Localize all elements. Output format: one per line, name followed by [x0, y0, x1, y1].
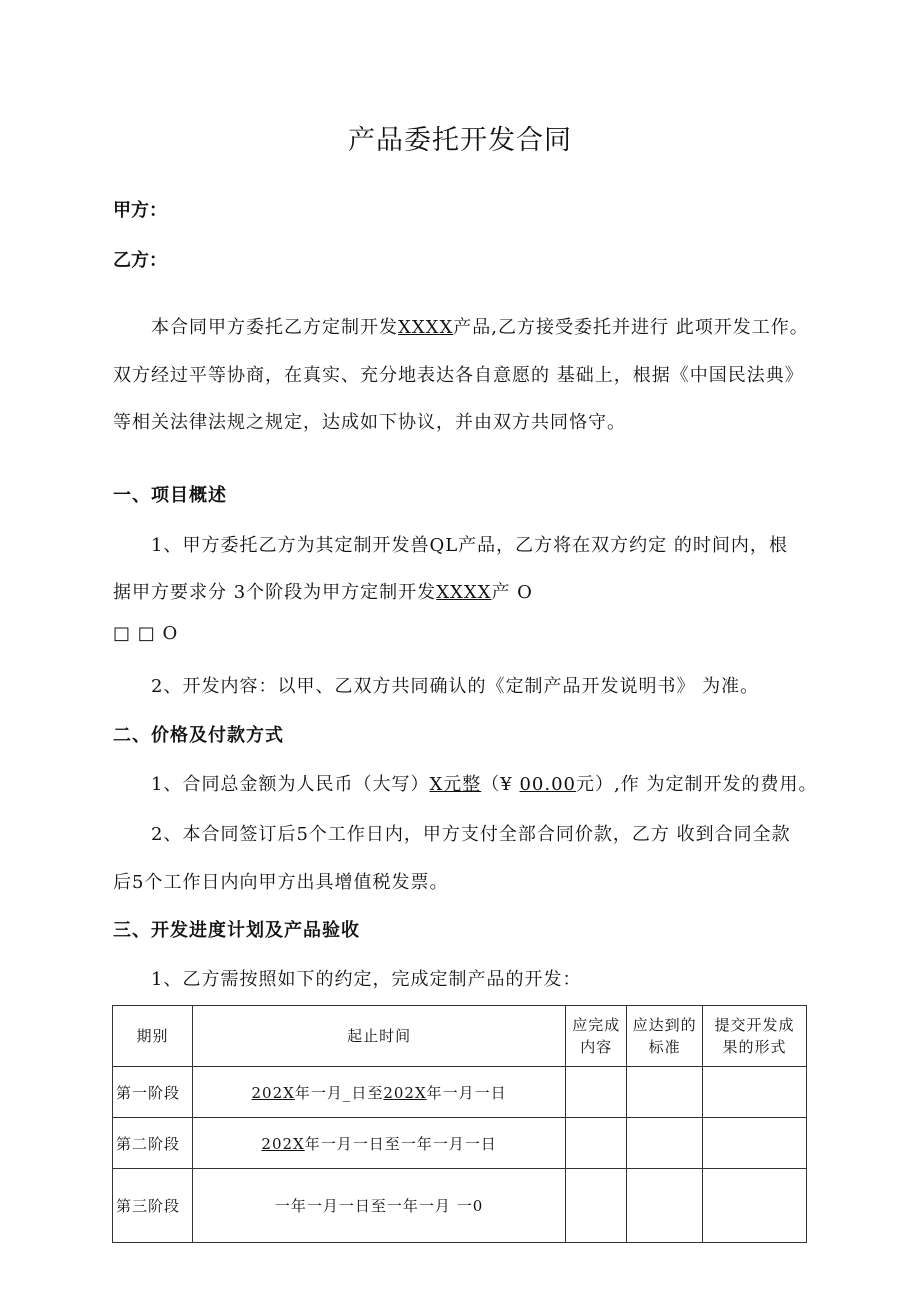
period-text: 年一月_日至: [294, 1083, 384, 1102]
period-text: 年一月一日: [426, 1083, 507, 1102]
section-2-text: 1、合同总金额为人民币（大写）: [151, 774, 430, 795]
header-standard: 应达到的标准: [627, 1006, 703, 1067]
phase-cell: 第三阶段: [113, 1169, 193, 1243]
section-1-p2: 2、开发内容：以甲、乙双方共同确认的《定制产品开发说明书》 为准。: [151, 676, 760, 697]
year-placeholder: 202X: [383, 1083, 427, 1102]
header-period: 起止时间: [192, 1006, 565, 1067]
product-placeholder: XXXX: [436, 582, 492, 603]
section-2-heading: 二、价格及付款方式: [113, 725, 284, 746]
intro-text: 产品,乙方接受委托并进行 此项开发工作。: [453, 317, 809, 338]
party-b-label: 乙方：: [113, 250, 167, 271]
period-text: 年一月一日至一年一月一日: [304, 1134, 497, 1153]
table-row: [113, 1169, 807, 1243]
section-1-heading: 一、项目概述: [113, 485, 227, 506]
period-cell: [192, 1067, 565, 1118]
header-content: 应完成内容: [566, 1006, 627, 1067]
deliverable-cell[interactable]: [703, 1067, 807, 1118]
section-3-p1: 1、乙方需按照如下的约定，完成定制产品的开发：: [151, 969, 582, 990]
product-placeholder: XXXX: [398, 317, 454, 338]
content-cell[interactable]: [566, 1067, 627, 1118]
standard-cell[interactable]: [627, 1118, 703, 1169]
deliverable-cell[interactable]: [703, 1169, 807, 1243]
table-row: [113, 1067, 807, 1118]
section-1-text: 据甲方要求分 3个阶段为甲方定制开发: [113, 582, 437, 603]
header-deliverable: 提交开发成果的形式: [703, 1006, 807, 1067]
standard-cell[interactable]: [627, 1169, 703, 1243]
section-3-heading: 三、开发进度计划及产品验收: [113, 920, 360, 941]
section-2-p1: [151, 770, 817, 796]
section-1-p1-line3: □ □ O: [113, 623, 179, 644]
party-a-label: 甲方：: [113, 200, 167, 221]
schedule-table: [112, 1005, 807, 1243]
year-placeholder: 202X: [251, 1083, 295, 1102]
section-2-p2-line1: 2、本合同签订后5个工作日内，甲方支付全部合同价款，乙方 收到合同全款: [151, 824, 791, 845]
table-row: [113, 1118, 807, 1169]
intro-line-2: 双方经过平等协商，在真实、充分地表达各自意愿的 基础上，根据《中国民法典》: [113, 365, 804, 386]
deliverable-cell[interactable]: [703, 1118, 807, 1169]
content-cell[interactable]: [566, 1118, 627, 1169]
section-2-text: 元）,作 为定制开发的费用。: [576, 774, 818, 795]
table-header-row: [113, 1006, 807, 1067]
section-2-p2-line2: 后5个工作日内向甲方出具增值税发票。: [113, 872, 449, 893]
section-1-text: 产 O: [491, 582, 533, 603]
amount-words: X元整: [429, 774, 482, 795]
standard-cell[interactable]: [627, 1067, 703, 1118]
period-cell: [192, 1118, 565, 1169]
section-1-p1-line2: [113, 578, 533, 604]
phase-cell: 第一阶段: [113, 1067, 193, 1118]
intro-line-3: 等相关法律法规之规定，达成如下协议，并由双方共同恪守。: [113, 412, 626, 433]
intro-text: 本合同甲方委托乙方定制开发: [151, 317, 398, 338]
section-1-p1-line1: 1、甲方委托乙方为其定制开发兽QL产品，乙方将在双方约定 的时间内，根: [151, 535, 788, 556]
document-title: 产品委托开发合同: [348, 125, 572, 156]
header-phase: 期别: [113, 1006, 193, 1067]
period-cell: 一年一月一日至一年一月 一0: [192, 1169, 565, 1243]
year-placeholder: 202X: [261, 1134, 305, 1153]
content-cell[interactable]: [566, 1169, 627, 1243]
amount-figures: 00.00: [519, 774, 576, 795]
intro-line-1: [151, 313, 809, 339]
section-2-text: （¥: [481, 774, 520, 795]
phase-cell: 第二阶段: [113, 1118, 193, 1169]
